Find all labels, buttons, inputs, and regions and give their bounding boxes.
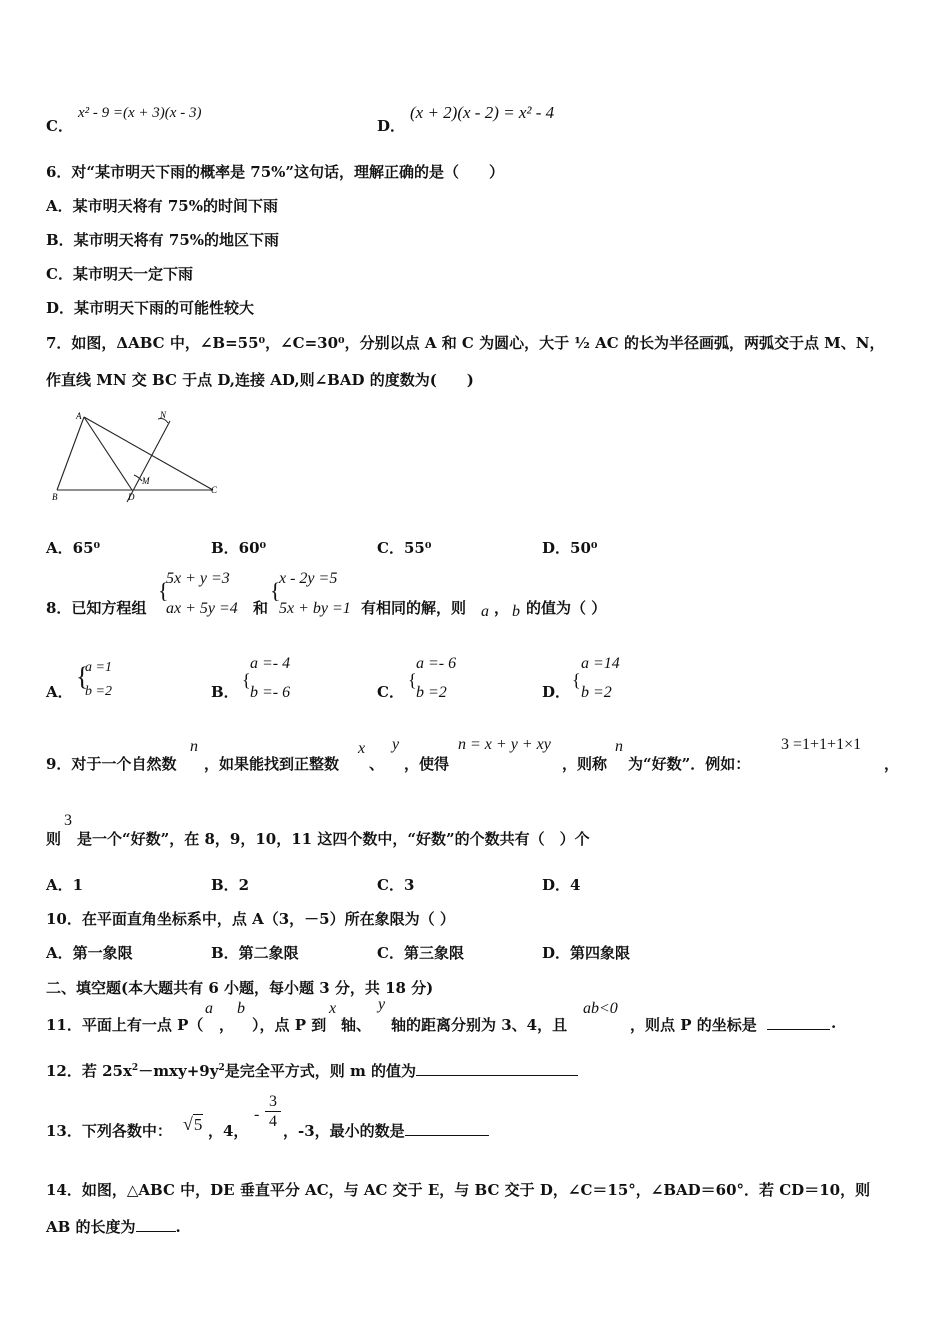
- q7-fig-label-m: M: [142, 476, 150, 486]
- q11-part4: 轴、: [341, 1016, 372, 1034]
- q9-part3: 、: [369, 755, 385, 773]
- q6-option-c: C．某市明天一定下雨: [46, 265, 193, 283]
- q8-option-d-row1: a =14: [581, 655, 620, 672]
- q14-line2-b: .: [175, 1218, 181, 1236]
- q9-var-x: x: [358, 740, 366, 757]
- q8-option-c-brace: {: [408, 670, 417, 690]
- q10-option-a: A．第一象限: [46, 944, 133, 962]
- q8-system1-brace: {: [158, 578, 169, 603]
- q8-option-c-row2: b =2: [416, 684, 447, 701]
- q8-tail1: 有相同的解，则: [361, 599, 467, 617]
- q11-part2: ，: [219, 1016, 235, 1034]
- q9-option-c: C．3: [377, 876, 415, 894]
- q12-part3: 是完全平方式，则 m 的值为: [224, 1062, 417, 1080]
- q14-answer-blank[interactable]: [136, 1230, 176, 1232]
- q11-answer-blank[interactable]: [767, 1028, 830, 1030]
- q7-option-d: D．50⁰: [542, 539, 598, 557]
- q8-system1-row1: 5x + y =3: [166, 570, 230, 587]
- q12-stem: [46, 1060, 578, 1081]
- q8-option-d-row2: b =2: [581, 684, 612, 701]
- q12-part2: －mxy+9y: [138, 1062, 219, 1080]
- q9-line2-b: 是一个“好数”，在 8，9，10，11 这四个数中，“好数”的个数共有（ ）个: [77, 830, 590, 848]
- q11-condition: ab<0: [583, 1000, 618, 1017]
- q9-option-d: D．4: [542, 876, 581, 894]
- q9-part6: 为“好数”．例如：: [628, 755, 751, 773]
- q7-fig-label-a: A: [76, 411, 82, 421]
- q14-line1: 14．如图，△ABC 中，DE 垂直平分 AC，与 AC 交于 E，与 BC 交于 D，∠C＝15°，∠BAD＝60°．若 CD＝10，则: [46, 1181, 871, 1199]
- q8-var-b: b: [512, 603, 520, 620]
- q9-example: 3 =1+1+1×1: [781, 736, 862, 753]
- q7-option-a: A．65⁰: [46, 539, 101, 557]
- q8-and: 和: [253, 599, 269, 617]
- q8-system2-row2: 5x + by =1: [279, 600, 351, 617]
- q8-option-a-label: A．: [46, 683, 73, 701]
- q6-option-d: D．某市明天下雨的可能性较大: [46, 299, 255, 317]
- q9-var-n2: n: [615, 738, 623, 755]
- q13-sqrt5: √5: [183, 1114, 203, 1134]
- q9-line2-a: 则: [46, 830, 62, 848]
- q13-part3-text: ，-3，最小的数是: [283, 1122, 405, 1140]
- q13-negative-sign: -: [254, 1106, 260, 1123]
- q8-system1-row2: ax + 5y =4: [166, 600, 238, 617]
- q11-var-a: a: [205, 1000, 213, 1017]
- q11-part1: 11．平面上有一点 P（: [46, 1016, 204, 1034]
- q6-option-a: A．某市明天将有 75%的时间下雨: [46, 197, 278, 215]
- q11-var-y: y: [378, 996, 386, 1013]
- q8-option-d-brace: {: [572, 670, 581, 690]
- q9-part5: ，则称: [562, 755, 608, 773]
- q8-option-a-brace: {: [76, 662, 89, 691]
- q8-system2-brace: {: [270, 578, 281, 603]
- q14-line2: [46, 1216, 181, 1237]
- q9-var-n1: n: [190, 738, 198, 755]
- q8-system2-row1: x - 2y =5: [279, 570, 338, 587]
- q9-three: 3: [64, 812, 72, 829]
- q10-option-c: C．第三象限: [377, 944, 464, 962]
- q10-option-b: B．第二象限: [211, 944, 299, 962]
- q7-option-b: B．60⁰: [211, 539, 267, 557]
- q8-comma: ，: [494, 599, 510, 617]
- q13-part1: 13．下列各数中：: [46, 1122, 172, 1140]
- q8-option-a-row2: b =2: [85, 684, 112, 699]
- q7-stem-line2: 作直线 MN 交 BC 于点 D,连接 AD,则∠BAD 的度数为( ): [46, 371, 474, 389]
- q9-part2: ，如果能找到正整数: [204, 755, 340, 773]
- q8-option-c-row1: a =- 6: [416, 655, 457, 672]
- q8-option-d-label: D．: [542, 683, 571, 701]
- q8-option-b-brace: {: [242, 670, 251, 690]
- q11-part3: ），点 P 到: [252, 1016, 327, 1034]
- q9-part4: ，使得: [404, 755, 450, 773]
- q14-line2-a: AB 的长度为: [46, 1218, 136, 1236]
- q13-frac-denominator: 4: [269, 1113, 277, 1130]
- q13-fraction: [265, 1093, 281, 1132]
- q5-option-c-expr: x² - 9 =(x + 3)(x - 3): [78, 105, 202, 121]
- q9-part7: ，: [884, 755, 900, 773]
- q11-part6: ，则点 P 的坐标是: [630, 1016, 757, 1034]
- q6-stem: 6．对“某市明天下雨的概率是 75%”这句话，理解正确的是（ ）: [46, 163, 505, 181]
- q8-tail2: 的值为（ ）: [526, 599, 607, 617]
- section2-heading: 二、填空题(本大题共有 6 小题，每小题 3 分，共 18 分): [46, 979, 434, 997]
- q7-stem-line1: 7．如图，ΔABC 中，∠B=55⁰，∠C=30⁰，分别以点 A 和 C 为圆心，大于 ½ AC 的长为半径画弧，两弧交于点 M、N，: [46, 334, 885, 352]
- q8-option-b-row1: a =- 4: [250, 655, 291, 672]
- q5-option-d-expr: (x + 2)(x - 2) = x² - 4: [410, 103, 555, 122]
- q6-option-b: B．某市明天将有 75%的地区下雨: [46, 231, 280, 249]
- q11-var-x: x: [329, 1000, 337, 1017]
- q8-option-b-label: B．: [211, 683, 239, 701]
- q11-var-b: b: [237, 1000, 245, 1017]
- q10-stem: 10．在平面直角坐标系中，点 A（3，－5）所在象限为（ ）: [46, 910, 455, 928]
- q8-option-a-row1: a =1: [85, 660, 112, 675]
- q7-triangle-figure: [48, 405, 228, 505]
- q12-sup2: 2: [218, 1063, 225, 1073]
- q11-part7: .: [831, 1014, 837, 1032]
- q13-frac-numerator: 3: [265, 1093, 281, 1112]
- q9-option-a: A．1: [46, 876, 84, 894]
- q7-fig-label-n: N: [160, 410, 167, 420]
- q13-sqrt-radicand: 5: [193, 1115, 203, 1134]
- q12-part1: 12．若 25x: [46, 1062, 132, 1080]
- q7-option-c: C．55⁰: [377, 539, 432, 557]
- q12-sup1: 2: [131, 1063, 139, 1073]
- q8-lead: 8．已知方程组: [46, 599, 147, 617]
- q11-part5: 轴的距离分别为 3、4，且: [391, 1016, 568, 1034]
- q5-option-d-label: D．: [377, 117, 406, 135]
- q13-answer-blank[interactable]: [405, 1134, 489, 1136]
- q7-fig-label-d: D: [128, 492, 135, 502]
- q12-answer-blank[interactable]: [416, 1074, 578, 1076]
- q9-var-y: y: [392, 736, 400, 753]
- q13-part3: [283, 1120, 489, 1141]
- q13-part2: ，4，: [208, 1122, 249, 1140]
- q9-option-b: B．2: [211, 876, 250, 894]
- q8-option-c-label: C．: [377, 683, 404, 701]
- q8-option-b-row2: b =- 6: [250, 684, 291, 701]
- q8-var-a: a: [481, 603, 489, 620]
- q7-fig-label-c: C: [211, 485, 218, 495]
- q9-part1: 9．对于一个自然数: [46, 755, 177, 773]
- q5-option-c-label: C．: [46, 117, 73, 135]
- q7-fig-label-b: B: [52, 492, 58, 502]
- q10-option-d: D．第四象限: [542, 944, 631, 962]
- q9-equation: n = x + y + xy: [458, 736, 551, 753]
